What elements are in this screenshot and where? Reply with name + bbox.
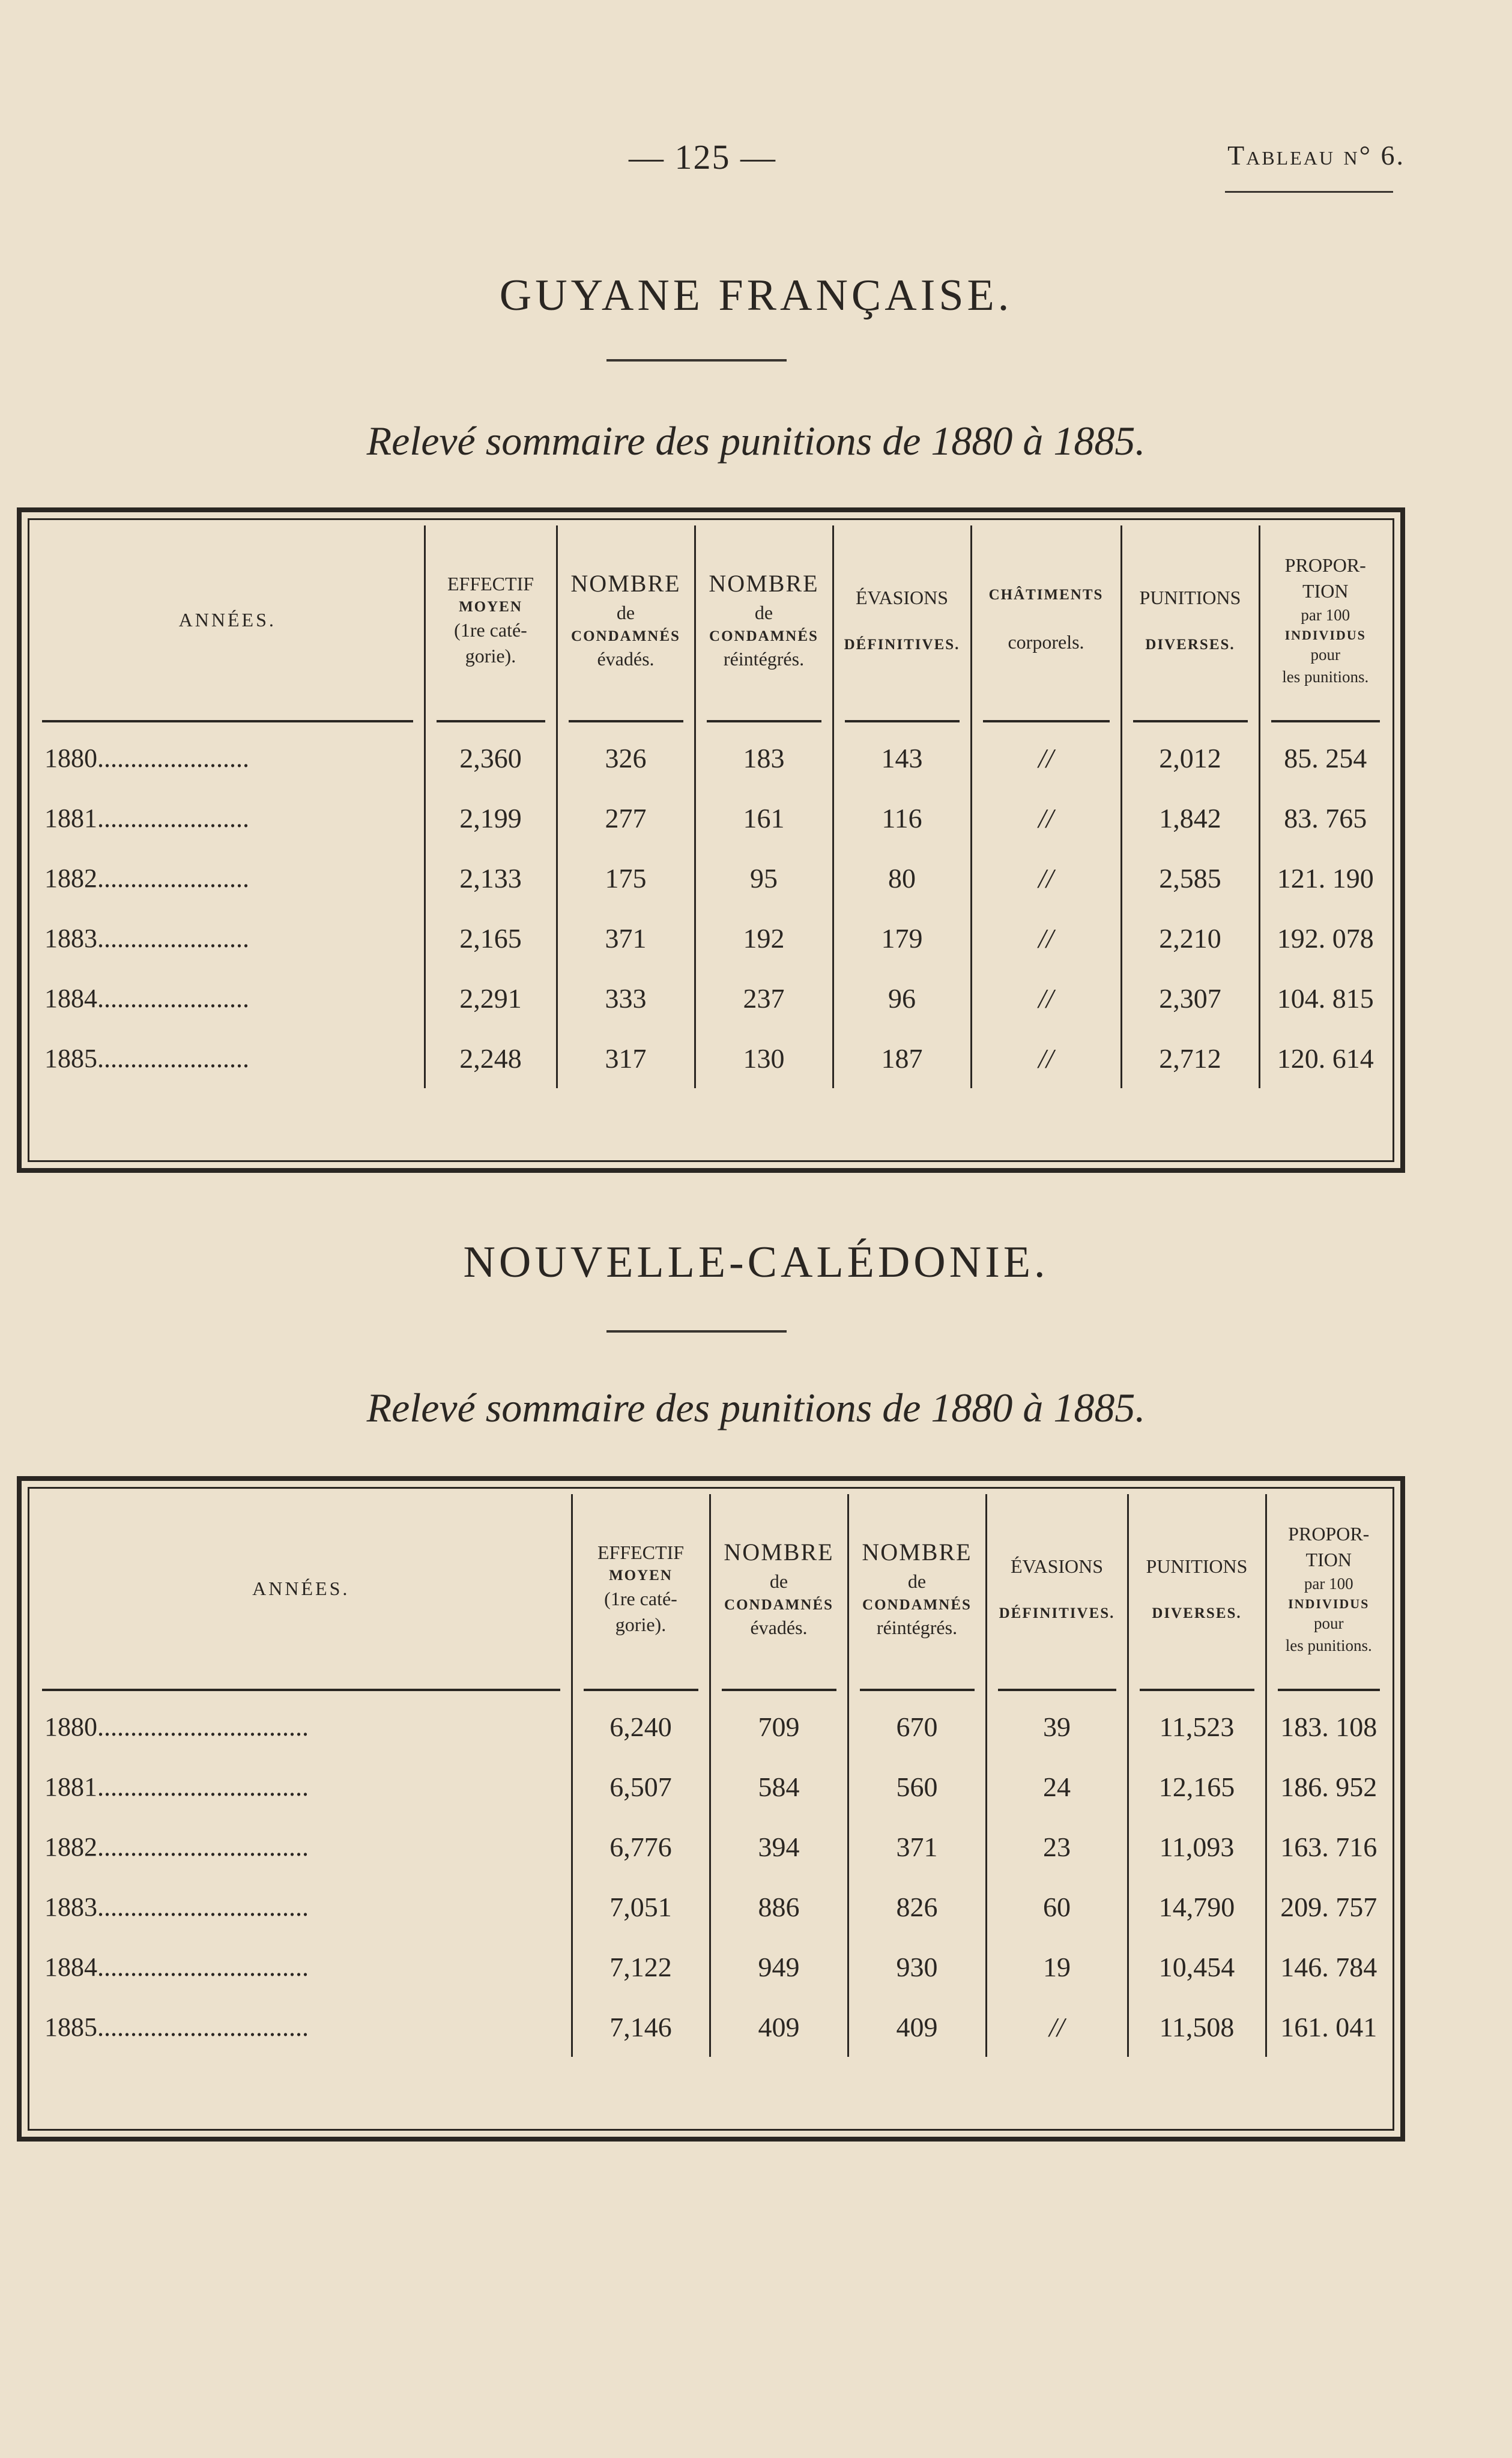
guyane-subtitle: Relevé sommaire des punitions de 1880 à 1885.: [366, 418, 1146, 464]
caledonie-table-frame: [17, 1476, 1405, 2142]
table-row: 1882....................... 2,133 175 95 80 // 2,585 121. 190: [31, 848, 1391, 908]
guyane-title-rule: [606, 359, 787, 362]
table-row: 1884....................... 2,291 333 237 96 // 2,307 104. 815: [31, 968, 1391, 1028]
page-number: — 125 —: [629, 138, 776, 177]
header-condamnes-reintegres: NOMBRE de CONDAMNÉS réintégrés.: [695, 525, 833, 715]
table-row: 1883....................... 2,165 371 192 179 // 2,210 192. 078: [31, 908, 1391, 968]
table-reference-rule: [1225, 191, 1393, 193]
caledonie-table: [31, 1494, 1391, 2057]
header-proportion: PROPOR- TION par 100 INDIVIDUS pour les punitions.: [1282, 554, 1369, 686]
guyane-header-separator: [31, 715, 1391, 728]
header-evasions: ÉVASIONS DÉFINITIVES.: [833, 525, 971, 715]
guyane-header-row: [31, 525, 1391, 715]
header-effectif: EFFECTIF MOYEN (1re caté- gorie).: [572, 1494, 710, 1683]
table-row: 1882................................ 6,776 394 371 23 11,093 163. 716: [31, 1817, 1391, 1877]
table-row: 1881....................... 2,199 277 161 116 // 1,842 83. 765: [31, 788, 1391, 848]
guyane-table-frame: [17, 507, 1405, 1173]
table-row: 1883................................ 7,051 886 826 60 14,790 209. 757: [31, 1877, 1391, 1937]
caledonie-title: NOUVELLE-CALÉDONIE.: [463, 1238, 1049, 1287]
header-proportion: PROPOR- TION par 100 INDIVIDUS pour les punitions.: [1285, 1522, 1372, 1654]
guyane-table: [31, 525, 1391, 1088]
header-annees: ANNÉES.: [31, 1494, 572, 1683]
table-row: 1880....................... 2,360 326 183 143 // 2,012 85. 254: [31, 728, 1391, 788]
header-condamnes-reintegres: NOMBRE de CONDAMNÉS réintégrés.: [848, 1494, 986, 1683]
table-row: 1880................................ 6,240 709 670 39 11,523 183. 108: [31, 1697, 1391, 1757]
header-punitions: PUNITIONS DIVERSES.: [1128, 1494, 1266, 1683]
table-row: 1884................................ 7,122 949 930 19 10,454 146. 784: [31, 1937, 1391, 1997]
table-row: 1885................................ 7,146 409 409 // 11,508 161. 041: [31, 1997, 1391, 2057]
caledonie-subtitle: Relevé sommaire des punitions de 1880 à 1885.: [366, 1385, 1146, 1430]
table-row: 1881................................ 6,507 584 560 24 12,165 186. 952: [31, 1757, 1391, 1817]
table-row: 1885....................... 2,248 317 130 187 // 2,712 120. 614: [31, 1028, 1391, 1088]
header-punitions: PUNITIONS DIVERSES.: [1121, 525, 1259, 715]
caledonie-header-row: [31, 1494, 1391, 1683]
header-effectif: EFFECTIF MOYEN (1re caté- gorie).: [425, 525, 557, 715]
guyane-title: GUYANE FRANÇAISE.: [499, 271, 1013, 320]
header-evasions: ÉVASIONS DÉFINITIVES.: [986, 1494, 1128, 1683]
table-reference: Tableau n° 6.: [1227, 140, 1405, 171]
header-annees: ANNÉES.: [31, 525, 425, 715]
header-condamnes-evades: NOMBRE de CONDAMNÉS évadés.: [710, 1494, 848, 1683]
caledonie-header-separator: [31, 1683, 1391, 1697]
caledonie-title-rule: [606, 1330, 787, 1333]
header-chatiments: CHÂTIMENTS corporels.: [971, 525, 1121, 715]
header-condamnes-evades: NOMBRE de CONDAMNÉS évadés.: [557, 525, 695, 715]
